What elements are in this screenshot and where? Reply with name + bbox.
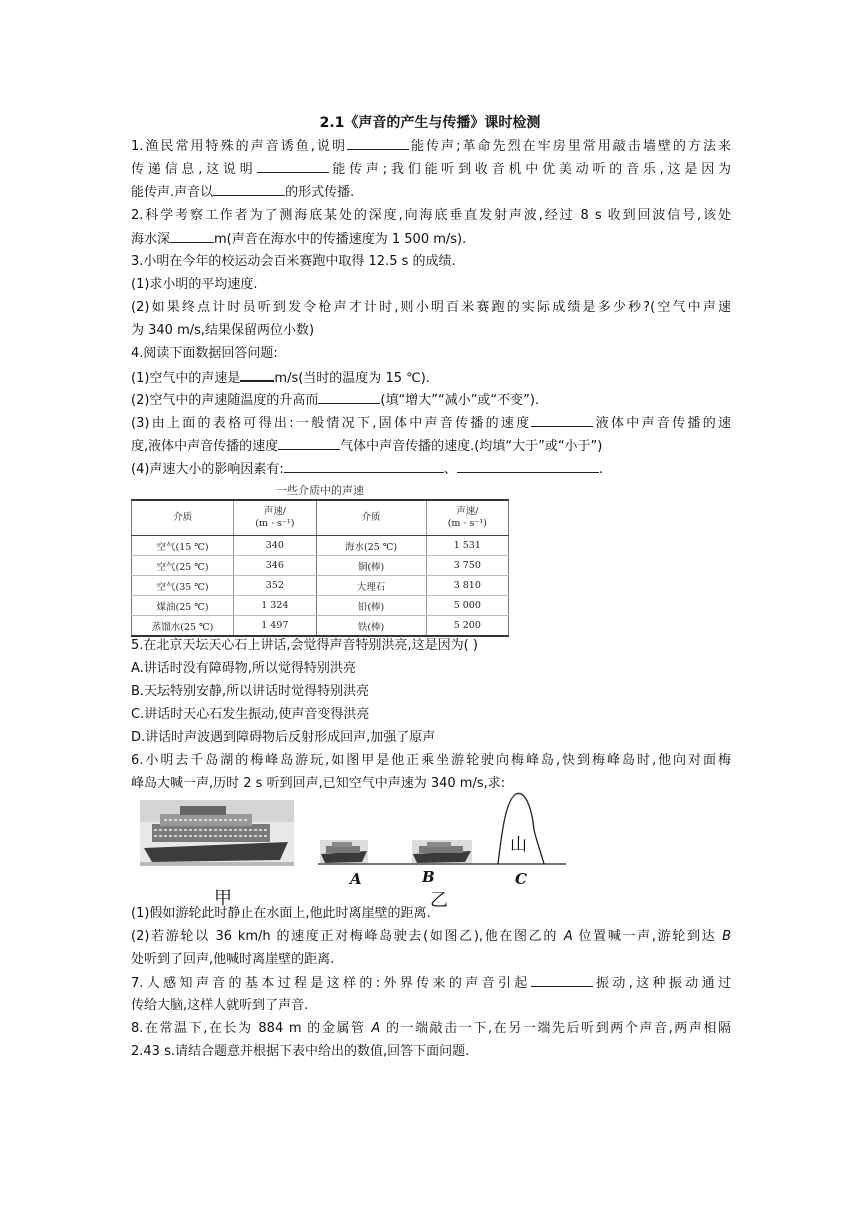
q4-text: 、	[443, 462, 457, 477]
question-3-sub-2-line-2: 为 340 m/s,结果保留两位小数)	[131, 323, 315, 338]
q4-text: m/s(当时的温度为 15 ℃).	[274, 371, 430, 386]
table-cell: 352	[234, 576, 316, 596]
question-6-sub-2-line-1	[131, 926, 731, 948]
question-1-line-3	[131, 181, 731, 204]
q4-text: (2)空气中的声速随温度的升高而	[131, 393, 319, 408]
question-5-option-b: B.天坛特别安静,所以讲话时觉得特别洪亮	[131, 684, 370, 699]
sound-speed-table-figure	[131, 482, 509, 633]
table-cell: 空气(15 ℃)	[132, 536, 234, 556]
question-5-line-1: 5.在北京天坛天心石上讲话,会觉得声音特别洪亮,这是因为( )	[131, 638, 478, 653]
table-cell: 5 200	[426, 616, 508, 637]
answer-blank[interactable]	[531, 972, 593, 987]
q1-text: 1.渔民常用特殊的声音诱鱼,说明	[131, 139, 347, 154]
table-cell: 空气(25 ℃)	[132, 556, 234, 576]
question-1-line-1	[131, 135, 731, 158]
table-row	[132, 576, 509, 596]
question-4-sub-3-line-1	[131, 412, 731, 435]
question-3-line-1: 3.小明在今年的校运动会百米赛跑中取得 12.5 s 的成绩.	[131, 254, 456, 269]
q7-text: 7.人感知声音的基本过程是这样的:外界传来的声音引起	[131, 976, 531, 991]
header-speed-label: 声速/	[456, 506, 479, 517]
table-cell: 5 000	[426, 596, 508, 616]
table-cell: 铅(棒)	[316, 596, 426, 616]
table-cell: 1 531	[426, 536, 508, 556]
q4-text: .	[598, 462, 603, 477]
question-5-option-c: C.讲话时天心石发生振动,使声音变得洪亮	[131, 707, 370, 722]
table-cell: 蒸馏水(25 ℃)	[132, 616, 234, 637]
table-cell: 空气(35 ℃)	[132, 576, 234, 596]
q7-text: 振动,这种振动通过	[592, 976, 731, 991]
answer-blank[interactable]	[213, 181, 285, 196]
q4-text: (填“增大”“减小”或“不变”).	[380, 393, 540, 408]
question-8-line-2: 2.43 s.请结合题意并根据下表中给出的数值,回答下面问题.	[131, 1044, 470, 1059]
question-6-line-2: 峰岛大喊一声,历时 2 s 听到回声,已知空气中声速为 340 m/s,求:	[131, 776, 506, 791]
point-b-label: B	[422, 868, 435, 886]
q1-text: 传递信息,这说明	[131, 162, 257, 177]
header-speed-unit: (m · s⁻¹)	[447, 518, 487, 529]
question-1-line-2	[131, 158, 731, 181]
q6-text: 位置喊一声,游轮到达	[572, 929, 723, 944]
answer-blank[interactable]	[318, 389, 380, 404]
table-header-row	[132, 500, 509, 536]
question-5-option-d: D.讲话时声波遇到障碍物后反射形成回声,加强了原声	[131, 730, 436, 745]
q8-text: 的一端敲击一下,在另一端先后听到两个声音,两声相隔	[380, 1021, 732, 1036]
small-ship-b-image	[412, 840, 472, 863]
question-7-line-1	[131, 972, 731, 995]
question-8-line-1	[131, 1018, 731, 1040]
answer-blank[interactable]	[257, 158, 329, 173]
question-6-sub-1: (1)假如游轮此时静止在水面上,他此时离崖壁的距离.	[131, 906, 431, 921]
figure-yi-label: 乙	[430, 890, 448, 911]
q6-text: (2)若游轮以 36 km/h 的速度正对梅峰岛驶去(如图乙),他在图乙的	[131, 929, 564, 944]
table-header-medium: 介质	[316, 500, 426, 536]
table-cell: 1 324	[234, 596, 316, 616]
q1-text: 能传声.声音以	[131, 185, 214, 200]
question-6-sub-2-line-2: 处听到了回声,他喊时离崖壁的距离.	[131, 952, 335, 967]
question-4-line-1: 4.阅读下面数据回答问题:	[131, 346, 278, 361]
table-cell: 铁(棒)	[316, 616, 426, 637]
header-speed-unit: (m · s⁻¹)	[255, 518, 295, 529]
table-cell: 340	[234, 536, 316, 556]
answer-blank[interactable]	[347, 135, 409, 150]
table-row	[132, 536, 509, 556]
answer-blank[interactable]	[531, 412, 593, 427]
q4-text: 度,液体中声音传播的速度	[131, 439, 279, 454]
table-cell: 346	[234, 556, 316, 576]
question-4-sub-1	[131, 366, 731, 390]
q4-text: (3)由上面的表格可得出:一般情况下,固体中声音传播的速度	[131, 416, 532, 431]
q4-text: 气体中声音传播的速度.(均填“大于”或“小于”)	[340, 439, 603, 454]
table-header-medium: 介质	[132, 500, 234, 536]
mountain-label: 山	[510, 835, 527, 855]
table-cell: 1 497	[234, 616, 316, 637]
q4-text: 液体中声音传播的速	[593, 416, 731, 431]
q6-point-a: A	[563, 929, 573, 944]
question-3-sub-2-line-1: (2)如果终点计时员听到发令枪声才计时,则小明百米赛跑的实际成绩是多少秒?(空气中声速	[131, 300, 731, 315]
table-cell: 铜(棒)	[316, 556, 426, 576]
answer-blank[interactable]	[240, 366, 274, 382]
q4-text: (4)声速大小的影响因素有:	[131, 462, 284, 477]
question-2-line-1: 2.科学考察工作者为了测海底某处的深度,向海底垂直发射声波,经过 8 s 收到回波信号,该处	[131, 208, 731, 223]
question-5-option-a: A.讲话时没有障碍物,所以觉得特别洪亮	[131, 661, 356, 676]
ship-echo-figure	[140, 790, 570, 920]
table-header-speed	[426, 500, 508, 536]
q8-pipe-a: A	[371, 1021, 381, 1036]
q1-text: 能传声;革命先烈在牢房里常用敲击墙壁的方法来	[408, 139, 731, 154]
question-6-line-1: 6.小明去千岛湖的梅峰岛游玩,如图甲是他正乘坐游轮驶向梅峰岛,快到梅峰岛时,他向对面梅	[131, 753, 731, 768]
question-4-sub-2	[131, 389, 731, 412]
answer-blank[interactable]	[457, 458, 599, 473]
question-4-sub-3-line-2	[131, 435, 731, 458]
table-cell: 3 810	[426, 576, 508, 596]
sound-speed-table	[131, 499, 509, 637]
cruise-ship-large-image	[140, 800, 294, 866]
q1-text: 的形式传播.	[285, 185, 355, 200]
q6-point-b: B	[722, 929, 731, 944]
table-cell: 海水(25 ℃)	[316, 536, 426, 556]
q2-text: m(声音在海水中的传播速度为 1 500 m/s).	[214, 232, 467, 247]
answer-blank[interactable]	[278, 435, 340, 450]
table-row	[132, 616, 509, 637]
small-ship-a-image	[320, 840, 368, 863]
header-speed-label: 声速/	[263, 506, 286, 517]
q1-text: 能传声;我们能听到收音机中优美动听的音乐,这是因为	[328, 162, 732, 177]
point-a-label: A	[350, 870, 362, 888]
q4-text: (1)空气中的声速是	[131, 371, 241, 386]
question-3-sub-1: (1)求小明的平均速度.	[131, 277, 258, 292]
answer-blank[interactable]	[170, 228, 214, 243]
page-title: 2.1《声音的产生与传播》课时检测	[319, 115, 541, 131]
table-caption: 一些介质中的声速	[276, 484, 364, 497]
figure-jia-label: 甲	[214, 888, 232, 909]
table-cell: 3 750	[426, 556, 508, 576]
q2-text: 海水深	[131, 232, 171, 247]
q8-text: 8.在常温下,在长为 884 m 的金属管	[131, 1021, 372, 1036]
table-cell: 大理石	[316, 576, 426, 596]
answer-blank[interactable]	[284, 458, 444, 473]
question-4-sub-4	[131, 458, 731, 481]
table-header-speed	[234, 500, 316, 536]
ship-echo-illustration	[140, 790, 570, 920]
table-cell: 煤油(25 ℃)	[132, 596, 234, 616]
table-row	[132, 556, 509, 576]
point-c-label: C	[515, 870, 527, 888]
question-7-line-2: 传给大脑,这样人就听到了声音.	[131, 998, 309, 1013]
table-row	[132, 596, 509, 616]
question-2-line-2	[131, 228, 731, 251]
